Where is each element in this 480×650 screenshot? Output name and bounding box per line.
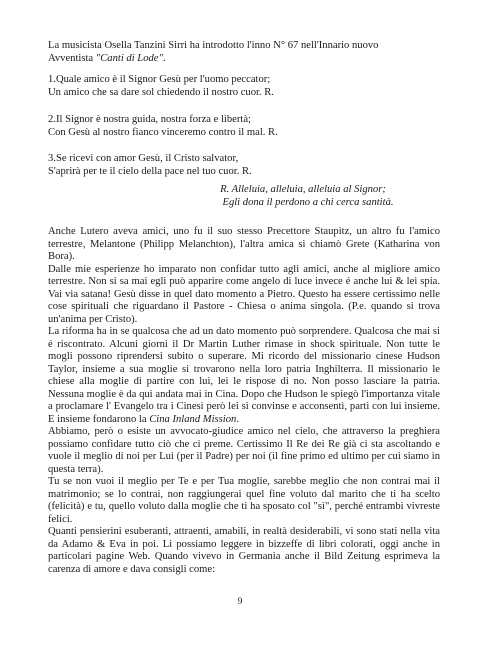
- paragraph-luther-friends: Anche Lutero aveva amici, uno fu il suo stesso Precettore Staupitz, un altro fu l'amico terrestre, Melantone (Philipp Melanchton), l'altra amica si chiamò Grete (Katharina von Bora).: [48, 226, 440, 262]
- paragraph-reform: [48, 326, 440, 426]
- paragraph-reform-end: .: [236, 413, 239, 425]
- paragraph-experience: Dalle mie esperienze ho imparato non confidar tutto agli amici, anche al migliore amico terrestre. Non si sa mai egli può apparire come angelo di luce invece é anche lui & lei spia. Vai via satana! Gesù disse in quel dato momento a Pietro. Questo ha essere certissimo nelle cose spirituali che riguardano il Pastore - Chiesa o anima singola. (P.e. quando si trova un'anima per Cristo).: [48, 263, 440, 325]
- refrain: [48, 184, 440, 210]
- verse-line: Un amico che sa dare sol chiedendo il nostro cuor. R.: [48, 87, 274, 99]
- intro-line-2-post: .: [162, 53, 166, 65]
- mission-name: Cina Inland Mission: [149, 413, 237, 425]
- refrain-line-2: Egli dona il perdono a chi cerca santità.: [222, 196, 394, 208]
- verse-1: [48, 73, 448, 99]
- intro-line-1: La musicista Osella Tanzini Sirri ha introdotto l'inno N° 67 nell'Innario nuovo: [48, 40, 379, 51]
- refrain-line-1: R. Alleluia, alleluia, alleluia al Signor;: [220, 184, 386, 195]
- paragraph-advocate: Abbiamo, però o esiste un avvocato-giudice amico nel cielo, che attraverso la preghiera possiamo confidare tutto ciò che ci preme. Certissimo Il Re dei Re già ci sta ascoltando e vuole il meglio di noi per Lui (per il Padre) per noi (il fine primo ed ultimo per cui siamo in questa terra).: [48, 426, 440, 475]
- verse-line: 2.Il Signor è nostra guida, nostra forza e libertà;: [48, 114, 251, 125]
- verse-line: S'aprirà per te il cielo della pace nel tuo cuor. R.: [48, 166, 252, 178]
- verse-line: Con Gesù al nostro fianco vinceremo contro il mal. R.: [48, 127, 278, 139]
- verse-3: [48, 152, 448, 178]
- intro-paragraph: [48, 39, 440, 65]
- paragraph-reform-text: La riforma ha in se qualcosa che ad un dato momento può sorprendere. Qualcosa che mai si é riscontrato. Alcuni giorni il Dr Martin Luther rimase in shock spirituale. Non tutte le mogli possono riprendersi subito o superare. Mi ricordo del missionario cinese Hudson Taylor, insieme a sua moglie si trovarono nella loro patria Inghilterra. Il missionario le chiese alla moglie di partire con lui, lei le rispose di no. Non posso lasciare la patria. Nessuna moglie è da qui andata mai in Cina. Dopo che Hudson le spiegò l'importanza vitale a proclamare l' Evangelo tra i Cinesi però lei si convinse e acconsentì, partì con lui insieme. E insieme fondarono la: [48, 326, 440, 425]
- page-number: 9: [237, 597, 243, 607]
- intro-line-2-pre: Avventista: [48, 53, 96, 65]
- verse-line: 3.Se ricevi con amor Gesù, il Cristo salvator,: [48, 153, 239, 164]
- hymnal-title: "Canti di Lode": [95, 53, 163, 65]
- paragraph-marriage: Tu se non vuoi il meglio per Te e per Tua moglie, sarebbe meglio che non contrai mai il matrimonio; se lo contrai, non raggiungerai quel fine voluto dal marito che ti ha scelto (felicità) e tu, quello voluto dalla moglie che ti ha sposato col "sì", perché entrambi vivreste felici.: [48, 476, 440, 525]
- verse-line: 1.Quale amico è il Signor Gesù per l'uomo peccator;: [48, 74, 271, 85]
- body-text: [48, 226, 440, 576]
- verse-2: [48, 113, 448, 139]
- paragraph-thoughts: Quanti pensierini esuberanti, attraenti, amabili, in realtà desiderabili, vi sono stati nella vita da Adamo & Eva in poi. Li possiamo leggere in bizzeffe di libri colorati, oggi anche in particolari pagine Web. Quando vivevo in Germania anche il Bild Zeitung esprimeva la carenza di amore e dava consigli come:: [48, 526, 440, 575]
